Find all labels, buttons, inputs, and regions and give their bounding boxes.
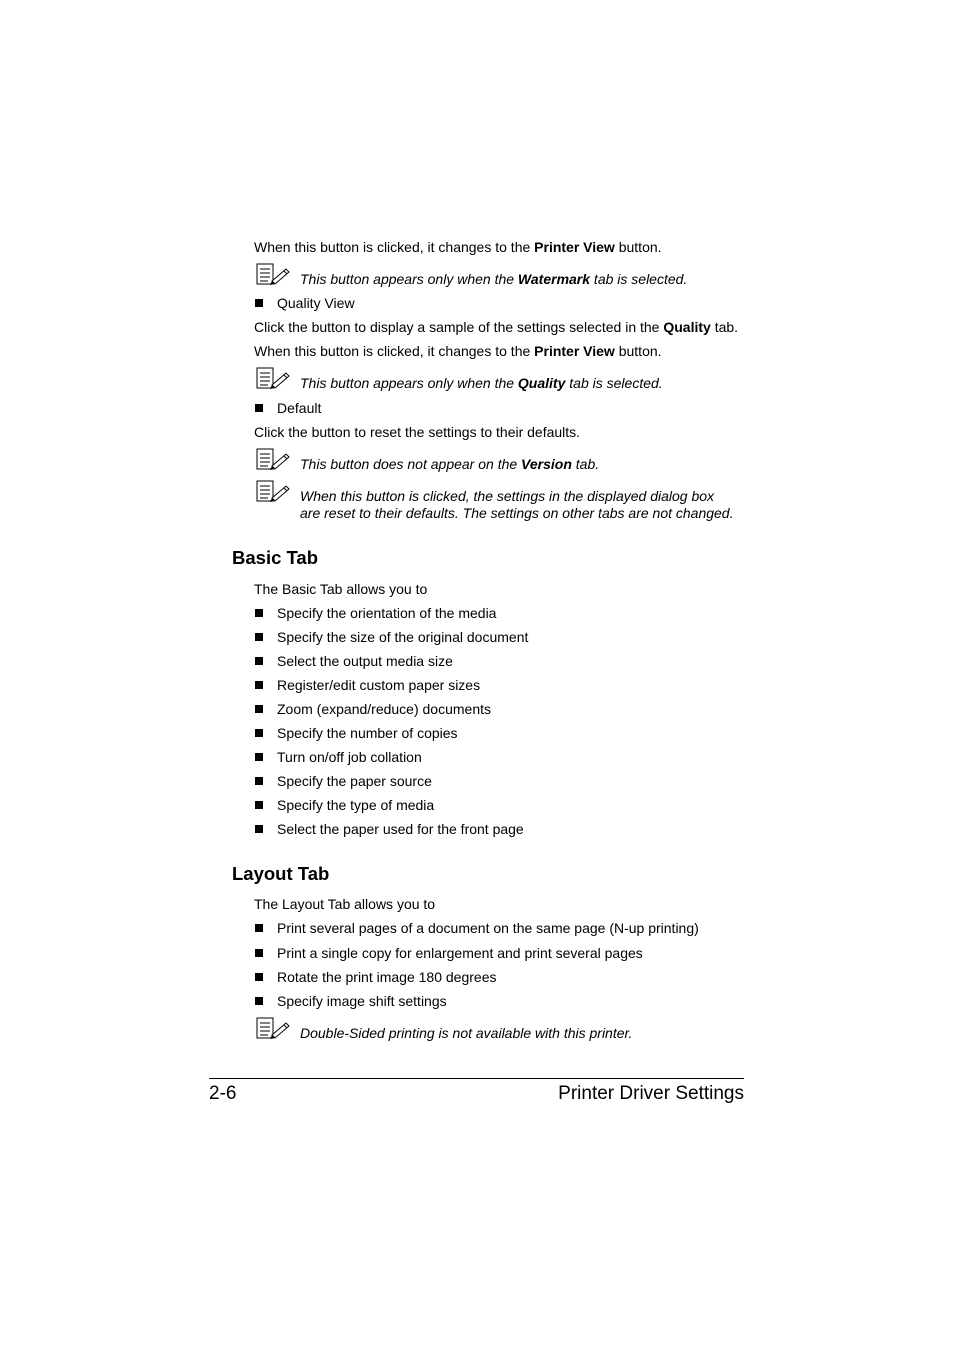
text: tab. (710, 319, 739, 335)
bold-term: Watermark (517, 271, 591, 287)
bold-term: Printer View (534, 239, 615, 255)
text: This button appears only when the (300, 375, 518, 391)
bullet-quality-view: Quality View (277, 295, 355, 311)
bold-term: Version (521, 456, 572, 472)
text: button. (614, 343, 662, 359)
list-item: Print a single copy for enlargement and print several pages (277, 945, 643, 961)
list-item: Specify image shift settings (277, 993, 447, 1009)
text: When this button is clicked, it changes to the (254, 239, 535, 255)
square-bullet-icon (255, 705, 263, 713)
basic-tab-heading: Basic Tab (232, 547, 319, 568)
square-bullet-icon (255, 973, 263, 981)
text: This button appears only when the (300, 271, 518, 287)
note-reset-line1: When this button is clicked, the settings in the displayed dialog box (300, 488, 715, 504)
paragraph-printer-view-2 (254, 342, 662, 360)
list-item: Rotate the print image 180 degrees (277, 969, 497, 985)
list-item: Select the paper used for the front page (277, 821, 524, 837)
square-bullet-icon (255, 681, 263, 689)
text: This button does not appear on the (300, 456, 522, 472)
bold-term: Printer View (534, 343, 615, 359)
footer-divider (209, 1078, 744, 1079)
text: When this button is clicked, it changes to the (254, 343, 535, 359)
bullet-default: Default (277, 400, 322, 416)
square-bullet-icon (255, 997, 263, 1005)
note-pencil-icon (256, 1017, 290, 1041)
square-bullet-icon (255, 729, 263, 737)
basic-tab-intro: The Basic Tab allows you to (254, 581, 428, 597)
paragraph-defaults: Click the button to reset the settings to their defaults. (254, 424, 581, 440)
list-item: Specify the paper source (277, 773, 432, 789)
square-bullet-icon (255, 633, 263, 641)
list-item: Register/edit custom paper sizes (277, 677, 481, 693)
list-item: Turn on/off job collation (277, 749, 422, 765)
square-bullet-icon (255, 949, 263, 957)
list-item: Specify the type of media (277, 797, 435, 813)
note-watermark (300, 271, 687, 288)
note-double-sided: Double-Sided printing is not available with this printer. (300, 1025, 633, 1041)
square-bullet-icon (255, 299, 263, 307)
text: tab. (571, 456, 600, 472)
note-version (300, 456, 599, 473)
note-pencil-icon (256, 480, 290, 504)
paragraph-printer-view-1 (254, 238, 662, 256)
text: tab is selected. (590, 271, 688, 287)
square-bullet-icon (255, 825, 263, 833)
list-item: Specify the number of copies (277, 725, 458, 741)
square-bullet-icon (255, 801, 263, 809)
list-item: Zoom (expand/reduce) documents (277, 701, 491, 717)
text: tab is selected. (565, 375, 663, 391)
list-item: Print several pages of a document on the same page (N-up printing) (277, 920, 699, 936)
text: button. (614, 239, 662, 255)
paragraph-quality (254, 318, 738, 336)
section-title: Printer Driver Settings (558, 1083, 744, 1104)
square-bullet-icon (255, 609, 263, 617)
layout-tab-heading: Layout Tab (232, 863, 330, 884)
page-number: 2-6 (209, 1083, 237, 1104)
note-pencil-icon (256, 263, 290, 287)
note-reset-line2: are reset to their defaults. The settings on other tabs are not changed. (300, 505, 734, 521)
layout-tab-intro: The Layout Tab allows you to (254, 896, 436, 912)
note-pencil-icon (256, 367, 290, 391)
list-item: Select the output media size (277, 653, 453, 669)
bold-term: Quality (517, 375, 566, 391)
square-bullet-icon (255, 657, 263, 665)
square-bullet-icon (255, 924, 263, 932)
note-quality (300, 375, 663, 392)
square-bullet-icon (255, 777, 263, 785)
square-bullet-icon (255, 404, 263, 412)
bold-term: Quality (663, 319, 711, 335)
list-item: Specify the size of the original document (277, 629, 529, 645)
note-pencil-icon (256, 448, 290, 472)
text: Click the button to display a sample of the settings selected in the (254, 319, 664, 335)
list-item: Specify the orientation of the media (277, 605, 497, 621)
square-bullet-icon (255, 753, 263, 761)
